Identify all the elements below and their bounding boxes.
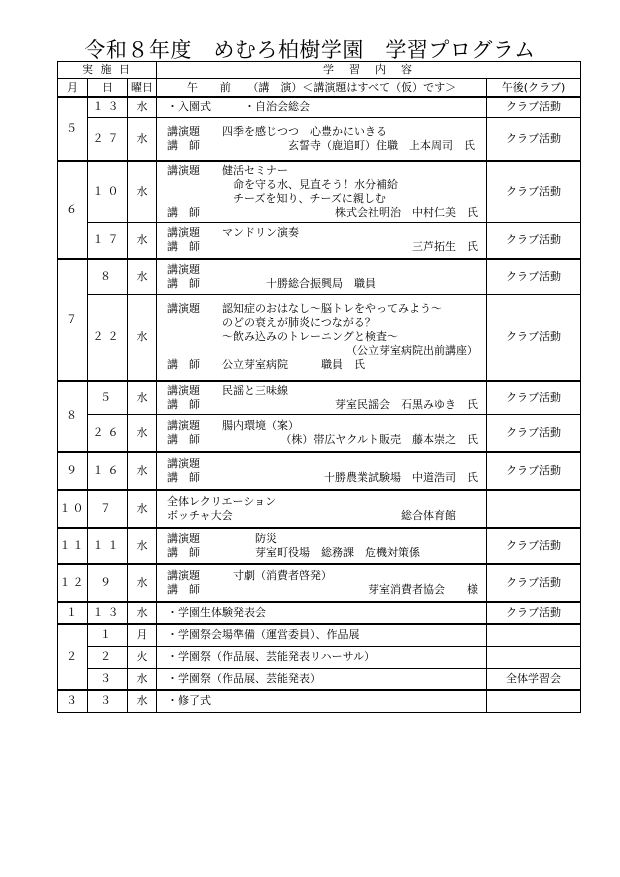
month-cell: １０ [58, 490, 88, 528]
content-cell [157, 528, 487, 564]
content-line-right: （公立芽室病院出前講座） [346, 344, 478, 358]
weekday-cell: 水 [128, 690, 157, 712]
content-cell [157, 646, 487, 668]
afternoon-cell: クラブ活動 [487, 452, 581, 490]
afternoon-cell: クラブ活動 [487, 414, 581, 452]
day-cell: １０ [88, 161, 128, 223]
content-line-left: 講 師 [167, 583, 200, 596]
day-cell: １３ [88, 602, 128, 624]
content-line [167, 178, 486, 192]
content-line-left: ボッチャ大会 [167, 509, 233, 522]
content-line-left: ・学園祭（作品展、芸能発表リハーサル） [167, 650, 376, 663]
month-cell: ３ [58, 690, 88, 712]
content-cell [157, 117, 487, 161]
day-cell: ２ [88, 646, 128, 668]
content-line [167, 125, 486, 139]
header-implementation-day: 実 施 日 [58, 62, 157, 79]
table-row [58, 490, 581, 528]
month-cell: １ [58, 602, 88, 624]
weekday-cell: 水 [128, 295, 157, 381]
content-line-left: ・学園生体験発表会 [167, 606, 266, 619]
header-morning: 午 前 （講 演）＜講演題はすべて（仮）です＞ [157, 79, 487, 98]
content-line-right: （株）帯広ヤクルト販売 藤本崇之 氏 [280, 432, 478, 446]
table-row [58, 668, 581, 690]
content-line-left: 講演題 寸劇（消費者啓発） [167, 569, 332, 582]
table-row [58, 646, 581, 668]
afternoon-cell [487, 690, 581, 712]
content-line-left: 講演題 民謡と三味線 [167, 383, 288, 397]
weekday-cell: 水 [128, 414, 157, 452]
content-line [167, 330, 486, 344]
content-line [167, 398, 486, 412]
content-line [167, 495, 486, 509]
content-line [167, 509, 486, 523]
month-cell: ９ [58, 452, 88, 490]
content-line-left: 講演題 腸内環境（案） [167, 418, 299, 432]
content-line-left: ～飲み込みのトレーニングと検査～ [167, 330, 398, 344]
content-line [167, 263, 486, 277]
content-cell [157, 414, 487, 452]
content-line [167, 316, 486, 330]
content-line-left: 講 師 [167, 432, 200, 446]
content-line-left: 講 師 [167, 397, 200, 411]
content-line-left: 講 師 十勝総合振興局 職員 [167, 276, 376, 290]
content-line-left: 講演題 マンドリン演奏 [167, 226, 299, 240]
content-line-left: ・修了式 [167, 694, 211, 708]
table-row [58, 690, 581, 712]
table-row [58, 602, 581, 624]
header-weekday: 曜日 [128, 79, 157, 98]
afternoon-cell: クラブ活動 [487, 564, 581, 602]
content-cell [157, 564, 487, 602]
content-cell [157, 161, 487, 223]
content-cell [157, 668, 487, 690]
content-line-left: 命を守る水、見直そう！水分補給 [167, 178, 398, 191]
day-cell: ３ [88, 668, 128, 690]
table-row [58, 624, 581, 646]
content-line [167, 192, 486, 206]
afternoon-cell [487, 646, 581, 668]
content-line-left: 講演題 防災 [167, 532, 277, 545]
content-line [167, 672, 486, 686]
content-line [167, 433, 486, 447]
content-line-right: 十勝農業試験場 中道浩司 氏 [324, 471, 478, 484]
table-row [58, 161, 581, 223]
month-cell: ８ [58, 381, 88, 453]
content-cell [157, 97, 487, 117]
content-line [167, 240, 486, 254]
content-line-left: 講 師 玄誓寺（鹿追町）住職 上本周司 氏 [167, 138, 475, 152]
content-cell [157, 295, 487, 381]
table-row [58, 295, 581, 381]
content-line-left: ・入園式 ・自治会総会 [167, 100, 310, 114]
month-cell: １２ [58, 564, 88, 602]
afternoon-cell: クラブ活動 [487, 117, 581, 161]
header-month: 月 [58, 79, 88, 98]
content-line-left: 講 師 [167, 206, 200, 219]
content-line [167, 139, 486, 153]
day-cell: １ [88, 624, 128, 646]
content-cell [157, 223, 487, 259]
content-line-right: 三芦拓生 氏 [412, 240, 478, 254]
table-row [58, 97, 581, 117]
content-cell [157, 452, 487, 490]
content-line-left: チーズを知り、チーズに親しむ [167, 192, 386, 205]
weekday-cell: 水 [128, 490, 157, 528]
weekday-cell: 水 [128, 117, 157, 161]
afternoon-cell: クラブ活動 [487, 602, 581, 624]
page-title: 令和８年度 めむろ柏樹学園 学習プログラム [84, 38, 536, 62]
header-learning-content: 学 習 内 容 [157, 62, 581, 79]
header-day: 日 [88, 79, 128, 98]
content-cell [157, 624, 487, 646]
content-line [167, 606, 486, 620]
content-line-left: 講 師 [167, 471, 200, 484]
program-table [57, 61, 581, 713]
content-line [167, 650, 486, 664]
day-cell: １６ [88, 452, 128, 490]
day-cell: １１ [88, 528, 128, 564]
content-line-right: 株式会社明治 中村仁美 氏 [335, 206, 478, 219]
weekday-cell: 水 [128, 161, 157, 223]
weekday-cell: 水 [128, 381, 157, 415]
content-cell [157, 381, 487, 415]
afternoon-cell: クラブ活動 [487, 223, 581, 259]
content-line [167, 583, 486, 597]
content-line-left: 講演題 健活セミナー [167, 164, 288, 177]
weekday-cell: 水 [128, 528, 157, 564]
table-row [58, 223, 581, 259]
day-cell: ８ [88, 259, 128, 295]
weekday-cell: 水 [128, 452, 157, 490]
content-line-left: 講演題 四季を感じつつ 心豊かにいきる [167, 124, 387, 138]
content-line [167, 100, 486, 114]
weekday-cell: 水 [128, 223, 157, 259]
day-cell: ２２ [88, 295, 128, 381]
afternoon-cell: クラブ活動 [487, 161, 581, 223]
afternoon-cell: クラブ活動 [487, 295, 581, 381]
content-line-left: 講 師 芽室町役場 総務課 危機対策係 [167, 546, 420, 559]
content-line [167, 384, 486, 398]
content-line [167, 302, 486, 316]
month-cell: ２ [58, 624, 88, 690]
content-line-left: ・学園祭（作品展、芸能発表） [167, 671, 321, 685]
afternoon-cell: クラブ活動 [487, 381, 581, 415]
afternoon-cell: クラブ活動 [487, 528, 581, 564]
month-cell: １１ [58, 528, 88, 564]
day-cell: ５ [88, 381, 128, 415]
content-line [167, 419, 486, 433]
day-cell: ２６ [88, 414, 128, 452]
content-line [167, 358, 486, 372]
content-cell [157, 690, 487, 712]
afternoon-cell: 全体学習会 [487, 668, 581, 690]
weekday-cell: 火 [128, 646, 157, 668]
content-line-left: 講 師 公立芽室病院 職員 氏 [167, 358, 365, 372]
table-row [58, 117, 581, 161]
content-line [167, 277, 486, 291]
content-line [167, 546, 486, 560]
day-cell: ９ [88, 564, 128, 602]
header-afternoon: 午後(クラブ) [487, 79, 581, 98]
content-line [167, 628, 486, 642]
weekday-cell: 水 [128, 602, 157, 624]
table-row [58, 452, 581, 490]
day-cell: １７ [88, 223, 128, 259]
content-line [167, 226, 486, 240]
content-line [167, 694, 486, 708]
table-row [58, 564, 581, 602]
table-row [58, 414, 581, 452]
content-line-left: 講演題 [167, 262, 200, 276]
afternoon-cell: クラブ活動 [487, 97, 581, 117]
weekday-cell: 月 [128, 624, 157, 646]
content-line-left: 講演題 認知症のおはなし～脳トレをやってみよう～ [167, 302, 442, 316]
content-line [167, 457, 486, 471]
weekday-cell: 水 [128, 668, 157, 690]
afternoon-cell [487, 490, 581, 528]
content-line-right: 芽室民謡会 石黒みゆき 氏 [335, 397, 478, 411]
table-row [58, 259, 581, 295]
day-cell: ３ [88, 690, 128, 712]
afternoon-cell [487, 624, 581, 646]
weekday-cell: 水 [128, 564, 157, 602]
content-line [167, 569, 486, 583]
content-cell [157, 490, 487, 528]
content-line [167, 206, 486, 220]
afternoon-cell: クラブ活動 [487, 259, 581, 295]
content-line-right: 芽室消費者協会 様 [368, 583, 478, 596]
content-line-left: ・学園祭会場準備（運営委員）、作品展 [167, 628, 360, 642]
content-line [167, 164, 486, 178]
content-line-left: 全体レクリエーション [167, 495, 277, 508]
content-line [167, 532, 486, 546]
day-cell: １３ [88, 97, 128, 117]
month-cell: ５ [58, 97, 88, 161]
content-line-left: 講 師 [167, 240, 200, 254]
content-line [167, 471, 486, 485]
weekday-cell: 水 [128, 97, 157, 117]
month-cell: ７ [58, 259, 88, 381]
content-cell [157, 602, 487, 624]
content-line-right: 総合体育館 [401, 509, 478, 522]
day-cell: ２７ [88, 117, 128, 161]
weekday-cell: 水 [128, 259, 157, 295]
content-line-left: 講演題 [167, 457, 200, 470]
day-cell: ７ [88, 490, 128, 528]
content-line [167, 344, 486, 358]
table-row [58, 381, 581, 415]
content-line-left: のどの衰えが肺炎につながる？ [167, 316, 376, 330]
month-cell: ６ [58, 161, 88, 259]
table-row [58, 528, 581, 564]
content-cell [157, 259, 487, 295]
